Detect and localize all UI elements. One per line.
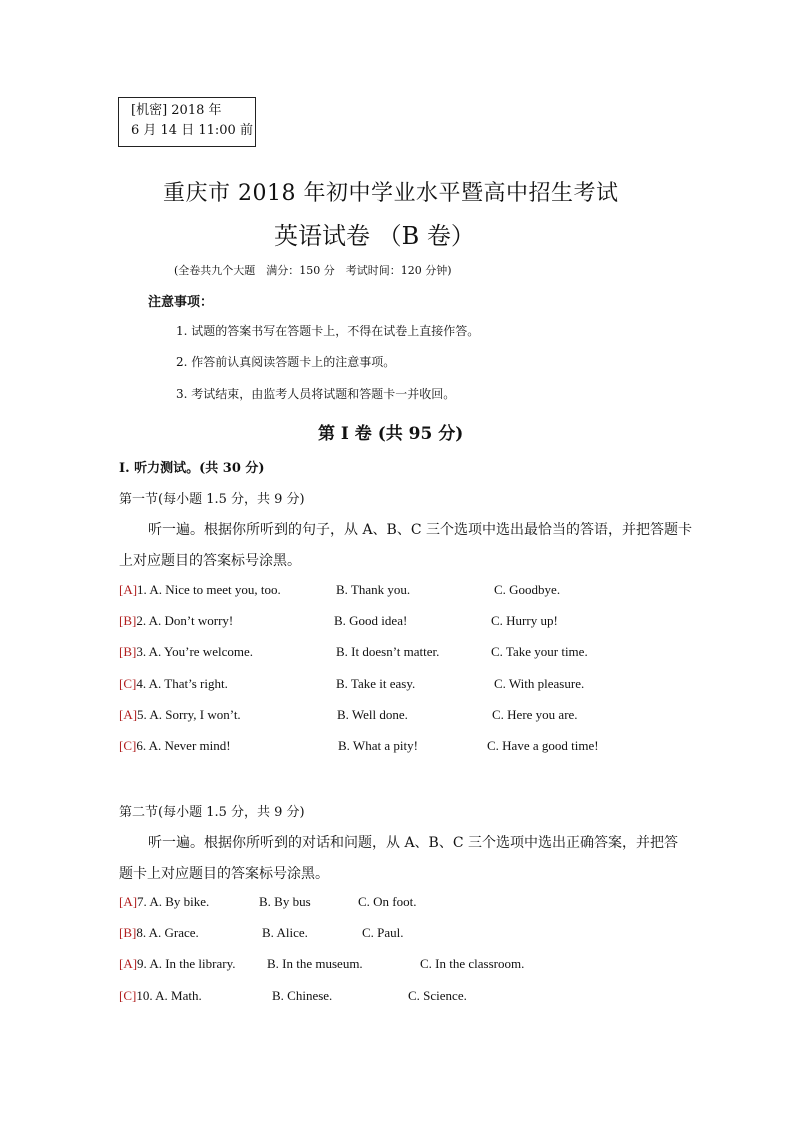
question-number: 2. A.	[136, 613, 162, 628]
notice-item: 1. 试题的答案书写在答题卡上，不得在试卷上直接作答。	[176, 324, 480, 338]
question-number: 5. A.	[137, 707, 162, 722]
question-row	[119, 613, 233, 629]
notice-item: 3. 考试结束，由监考人员将试题和答题卡一并收回。	[176, 387, 456, 401]
option-a: Never mind!	[164, 738, 231, 753]
notice-item: 2. 作答前认真阅读答题卡上的注意事项。	[176, 355, 396, 369]
answer-mark: [C]	[119, 738, 137, 753]
question-number: 10. A.	[136, 988, 168, 1003]
option-b: B. Thank you.	[336, 582, 411, 597]
option-c: C. Goodbye.	[494, 582, 561, 597]
section-listening-heading: I. 听力测试。(共 30 分)	[119, 461, 265, 476]
answer-mark: [A]	[119, 894, 138, 909]
option-a: That’s right.	[164, 676, 228, 691]
option-a: In the library.	[165, 956, 236, 971]
confidential-line-1: [机密] 2018 年	[131, 103, 222, 118]
option-c: C. Have a good time!	[487, 738, 599, 753]
option-c: C. Here you are.	[492, 707, 578, 722]
answer-mark: [C]	[119, 676, 137, 691]
question-row	[119, 925, 199, 941]
option-b: B. Chinese.	[272, 988, 333, 1003]
notice-heading: 注意事项：	[148, 295, 214, 310]
option-c: C. Take your time.	[491, 644, 588, 659]
exam-meta: (全卷共九个大题 满分：150 分 考试时间：120 分钟)	[174, 264, 452, 277]
option-a: Sorry, I won’t.	[165, 707, 241, 722]
option-b: B. What a pity!	[338, 738, 418, 753]
question-number: 1. A.	[137, 582, 162, 597]
option-c: C. Paul.	[362, 925, 404, 940]
question-number: 3. A.	[136, 644, 162, 659]
option-a: Don’t worry!	[164, 613, 234, 628]
option-c: C. Science.	[408, 988, 467, 1003]
question-row	[119, 582, 281, 598]
option-a: Math.	[171, 988, 202, 1003]
option-b: B. It doesn’t matter.	[336, 644, 440, 659]
exam-subtitle: 英语试卷 （B 卷）	[274, 222, 475, 250]
answer-mark: [A]	[119, 956, 138, 971]
option-b: B. By bus	[259, 894, 311, 909]
option-b: B. In the museum.	[267, 956, 363, 971]
option-c: C. In the classroom.	[420, 956, 525, 971]
subsection-2-heading: 第二节(每小题 1.5 分，共 9 分)	[119, 805, 305, 820]
exam-title: 重庆市 2018 年初中学业水平暨高中招生考试	[163, 181, 619, 206]
option-a: Grace.	[164, 925, 199, 940]
option-b: B. Well done.	[337, 707, 408, 722]
question-row	[119, 988, 202, 1004]
subsection-1-heading: 第一节(每小题 1.5 分，共 9 分)	[119, 492, 305, 507]
subsection-2-instruction: 听一遍。根据你所听到的对话和问题，从 A、B、C 三个选项中选出正确答案，并把答	[148, 835, 679, 851]
subsection-1-instruction: 听一遍。根据你所听到的句子，从 A、B、C 三个选项中选出最恰当的答语，并把答题卡	[148, 522, 693, 538]
question-row	[119, 894, 209, 910]
question-number: 4. A.	[136, 676, 162, 691]
question-row	[119, 738, 231, 754]
option-c: C. With pleasure.	[494, 676, 585, 691]
question-number: 8. A.	[136, 925, 162, 940]
question-number: 7. A.	[137, 894, 162, 909]
option-b: B. Alice.	[262, 925, 308, 940]
answer-mark: [A]	[119, 582, 138, 597]
option-b: B. Take it easy.	[336, 676, 416, 691]
question-row	[119, 644, 253, 660]
question-row	[119, 676, 228, 692]
option-b: B. Good idea!	[334, 613, 408, 628]
answer-mark: [A]	[119, 707, 138, 722]
option-a: Nice to meet you, too.	[165, 582, 281, 597]
confidential-line-2: 6 月 14 日 11:00 前	[131, 123, 253, 138]
question-row	[119, 707, 241, 723]
option-a: You’re welcome.	[164, 644, 253, 659]
answer-mark: [B]	[119, 644, 137, 659]
option-c: C. On foot.	[358, 894, 417, 909]
confidential-box	[118, 97, 256, 147]
option-a: By bike.	[165, 894, 210, 909]
answer-mark: [B]	[119, 925, 137, 940]
answer-mark: [B]	[119, 613, 137, 628]
question-number: 9. A.	[137, 956, 162, 971]
option-c: C. Hurry up!	[491, 613, 558, 628]
part-one-heading: 第 I 卷 (共 95 分)	[318, 424, 464, 444]
answer-mark: [C]	[119, 988, 137, 1003]
subsection-1-instruction-cont: 上对应题目的答案标号涂黑。	[119, 553, 301, 569]
subsection-2-instruction-cont: 题卡上对应题目的答案标号涂黑。	[119, 866, 329, 882]
question-number: 6. A.	[136, 738, 162, 753]
question-row	[119, 956, 236, 972]
